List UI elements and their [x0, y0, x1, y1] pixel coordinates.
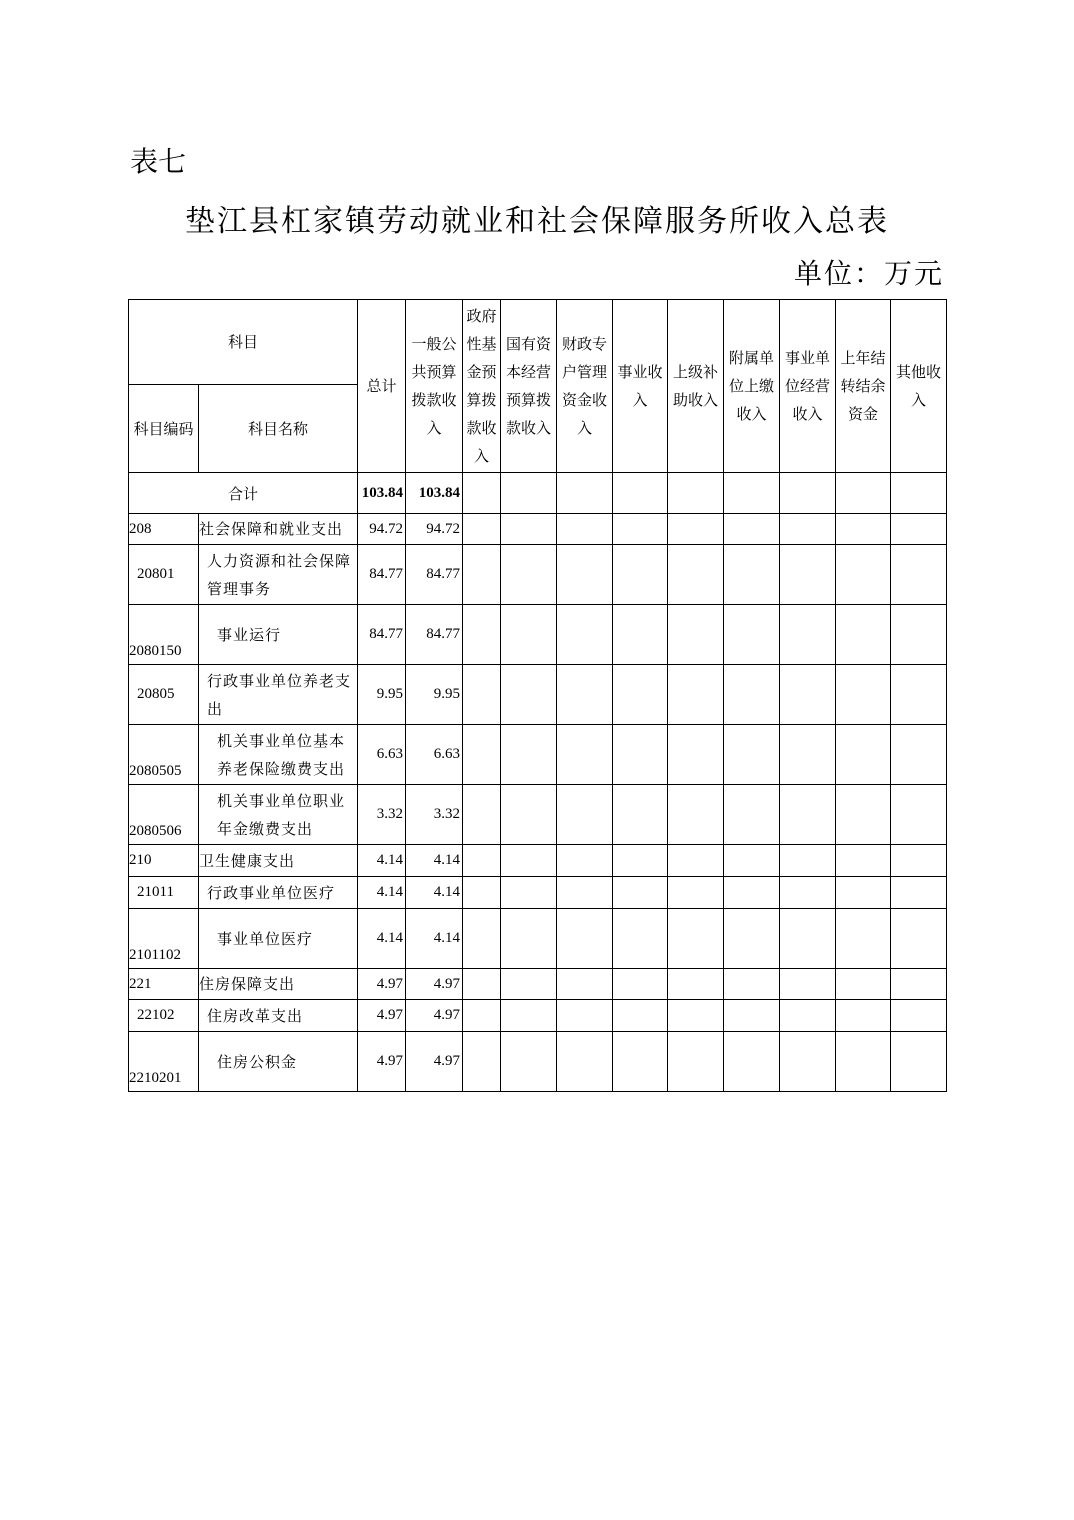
row-name: 行政事业单位医疗 — [199, 877, 358, 909]
row-code: 2101102 — [129, 909, 199, 969]
header-general-budget: 一般公共预算拨款收入 — [406, 300, 463, 473]
row-total: 3.32 — [358, 785, 406, 845]
row-code: 2080150 — [129, 605, 199, 665]
header-business-income: 事业收入 — [613, 300, 668, 473]
row-code: 22102 — [129, 1000, 199, 1032]
row-total: 4.14 — [358, 909, 406, 969]
row-name: 住房公积金 — [199, 1032, 358, 1092]
unit-label: 单位：万元 — [793, 257, 944, 290]
row-name: 卫生健康支出 — [199, 845, 358, 877]
row-name: 人力资源和社会保障管理事务 — [199, 545, 358, 605]
table-row — [129, 545, 947, 605]
row-total: 9.95 — [358, 665, 406, 725]
table-row — [129, 785, 947, 845]
total-row — [129, 473, 947, 514]
row-general: 4.97 — [406, 1000, 463, 1032]
row-code: 2210201 — [129, 1032, 199, 1092]
code-header: 科目编码 — [129, 385, 199, 473]
row-general: 4.97 — [406, 969, 463, 1000]
table-row — [129, 725, 947, 785]
row-total: 6.63 — [358, 725, 406, 785]
table-row — [129, 1032, 947, 1092]
header-special-account: 财政专户管理资金收入 — [557, 300, 613, 473]
row-general: 4.14 — [406, 845, 463, 877]
table-row — [129, 665, 947, 725]
table-row — [129, 845, 947, 877]
row-total: 94.72 — [358, 514, 406, 545]
row-name: 社会保障和就业支出 — [199, 514, 358, 545]
row-total: 84.77 — [358, 605, 406, 665]
header-carryover: 上年结转结余资金 — [836, 300, 891, 473]
total-label: 合计 — [129, 473, 358, 514]
header-affiliated-unit: 附属单位上缴收入 — [724, 300, 780, 473]
table-number-label: 表七 — [130, 145, 187, 178]
row-total: 4.14 — [358, 845, 406, 877]
row-total: 4.97 — [358, 969, 406, 1000]
row-name: 机关事业单位职业年金缴费支出 — [199, 785, 358, 845]
row-code: 2080506 — [129, 785, 199, 845]
header-row-1 — [129, 300, 947, 385]
row-code: 20801 — [129, 545, 199, 605]
table-row — [129, 969, 947, 1000]
row-name: 行政事业单位养老支出 — [199, 665, 358, 725]
table-row — [129, 909, 947, 969]
income-summary-table — [128, 299, 947, 1092]
row-general: 3.32 — [406, 785, 463, 845]
row-total: 4.97 — [358, 1032, 406, 1092]
row-code: 221 — [129, 969, 199, 1000]
row-name: 事业单位医疗 — [199, 909, 358, 969]
row-name: 机关事业单位基本养老保险缴费支出 — [199, 725, 358, 785]
row-total: 4.14 — [358, 877, 406, 909]
row-general: 4.97 — [406, 1032, 463, 1092]
row-total: 84.77 — [358, 545, 406, 605]
row-general: 9.95 — [406, 665, 463, 725]
row-code: 208 — [129, 514, 199, 545]
table-row — [129, 605, 947, 665]
subject-header: 科目 — [129, 300, 358, 385]
document-title: 垫江县杠家镇劳动就业和社会保障服务所收入总表 — [185, 204, 889, 239]
row-code: 21011 — [129, 877, 199, 909]
row-code: 210 — [129, 845, 199, 877]
header-other-income: 其他收入 — [891, 300, 947, 473]
row-total: 4.97 — [358, 1000, 406, 1032]
row-general: 6.63 — [406, 725, 463, 785]
table-row — [129, 514, 947, 545]
header-superior-subsidy: 上级补助收入 — [668, 300, 724, 473]
total-value: 103.84 — [358, 473, 406, 514]
row-general: 84.77 — [406, 605, 463, 665]
row-code: 2080505 — [129, 725, 199, 785]
header-state-capital: 国有资本经营预算拨款收入 — [501, 300, 557, 473]
row-name: 住房保障支出 — [199, 969, 358, 1000]
name-header: 科目名称 — [199, 385, 358, 473]
row-general: 84.77 — [406, 545, 463, 605]
total-general-value: 103.84 — [406, 473, 463, 514]
row-general: 4.14 — [406, 877, 463, 909]
row-general: 4.14 — [406, 909, 463, 969]
header-unit-operation: 事业单位经营收入 — [780, 300, 836, 473]
row-general: 94.72 — [406, 514, 463, 545]
row-name: 住房改革支出 — [199, 1000, 358, 1032]
header-total: 总计 — [358, 300, 406, 473]
table-row — [129, 877, 947, 909]
header-gov-fund: 政府性基金预算拨款收入 — [463, 300, 501, 473]
row-name: 事业运行 — [199, 605, 358, 665]
row-code: 20805 — [129, 665, 199, 725]
table-row — [129, 1000, 947, 1032]
